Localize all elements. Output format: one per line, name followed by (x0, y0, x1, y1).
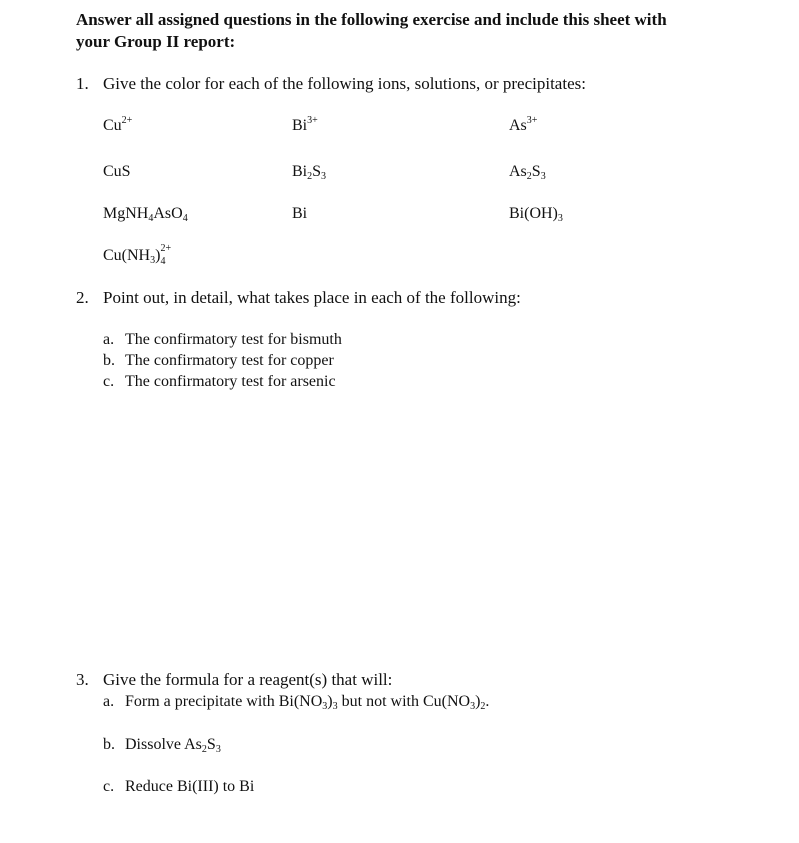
species-cunh34-complex: $Cu(NH_3)_4^{2+}$ (103, 243, 172, 267)
species-as2s3: $As_2S_3$ (509, 163, 546, 182)
species-bi2s3: $Bi_2S_3$ (292, 163, 327, 182)
species-as3plus: $As^{3+}$ (509, 115, 538, 134)
question-2-sub-a: a. The confirmatory test for bismuth (103, 331, 342, 348)
question-2-sub-c: c. The confirmatory test for arsenic (103, 373, 336, 390)
species-cu2plus: $Cu^{2+}$ (103, 115, 133, 134)
question-3-number: 3. (76, 670, 89, 689)
species-cus: CuS (103, 163, 131, 180)
species-bi: Bi (292, 205, 308, 222)
question-3-sub-a: a. Form a precipitate with $Bi(NO_3)_3$ but not with $Cu(NO_3)_2$. (103, 693, 490, 712)
question-3-text: Give the formula for a reagent(s) that will: (103, 670, 393, 689)
question-3-sub-b: b. Dissolve $As_2S_3$ (103, 736, 221, 755)
question-2-text: Point out, in detail, what takes place in each of the following: (103, 288, 521, 307)
question-1-number: 1. (76, 74, 89, 93)
question-3-sub-c: c. Reduce Bi(III) to Bi (103, 778, 255, 795)
question-2-number: 2. (76, 288, 89, 307)
species-bioh3: $Bi(OH)_3$ (509, 205, 563, 224)
species-mgnh4aso4: MgNH$_4$AsO$_4$ (103, 205, 188, 224)
header-line-1: Answer all assigned questions in the following exercise and include this sheet with (76, 10, 667, 29)
question-1-text: Give the color for each of the following ions, solutions, or precipitates: (103, 74, 586, 93)
question-2-sub-b: b. The confirmatory test for copper (103, 352, 334, 369)
header-line-2: your Group II report: (76, 32, 236, 51)
species-bi3plus: $Bi^{3+}$ (292, 115, 318, 134)
